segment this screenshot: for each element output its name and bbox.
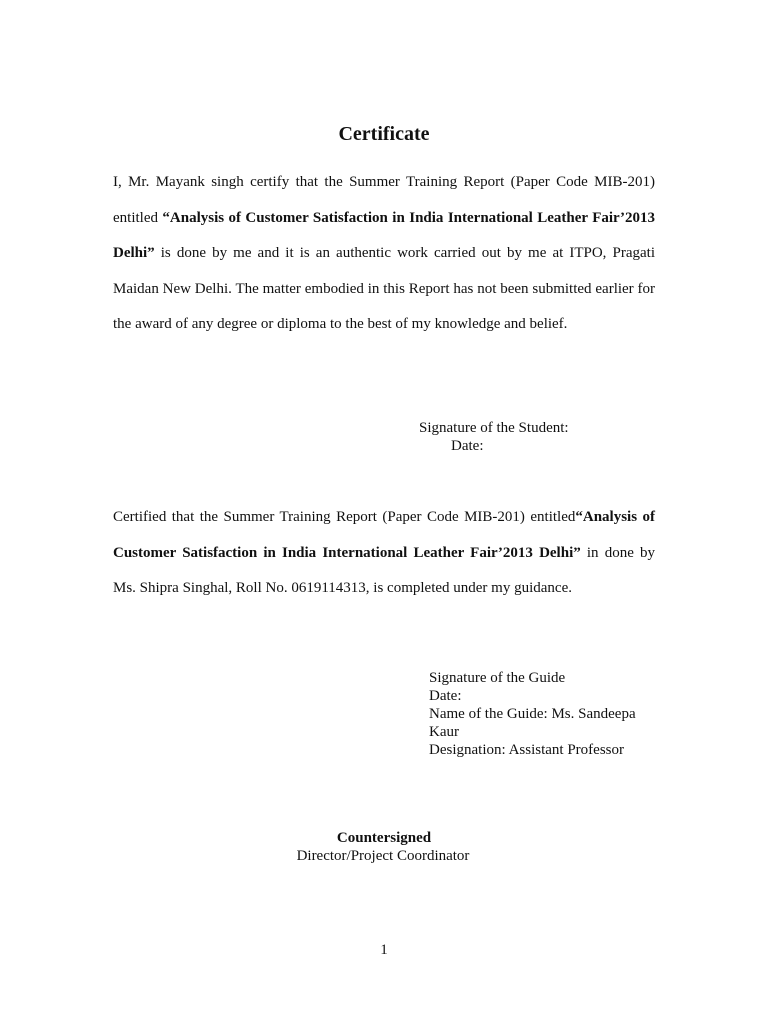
guide-signature-block xyxy=(429,669,669,759)
countersigned-block xyxy=(0,829,768,865)
certification-text: Certified that the Summer Training Report (Paper Code MIB-201) entitled xyxy=(113,509,576,525)
declaration-text: I, Mr. Mayank singh certify that the Summer Training Report (Paper Code MIB-201) entitled xyxy=(113,174,655,226)
declaration-text-continued: is done by me and it is an authentic work carried out by me at ITPO, Pragati Maidan New Delhi. The matter embodied in this Report has not been submitted earlier for the award of any degree or diploma to the best of my knowledge and belief. xyxy=(113,245,655,332)
student-signature-label: Signature of the Student: xyxy=(419,420,569,436)
report-title: “Analysis of Customer Satisfaction in India International Leather Fair’2013 Delhi” xyxy=(113,209,655,261)
guide-name: Name of the Guide: Ms. Sandeepa Kaur xyxy=(429,706,636,740)
guide-designation: Designation: Assistant Professor xyxy=(429,742,624,758)
page-title: Certificate xyxy=(338,123,430,145)
guide-signature-label: Signature of the Guide xyxy=(429,670,566,686)
student-signature-block xyxy=(419,419,569,455)
guide-certification-paragraph xyxy=(113,500,655,607)
guide-date-label: Date: xyxy=(429,688,462,704)
student-date-label: Date: xyxy=(451,438,484,454)
report-title: “Analysis of Customer Satisfaction in India International Leather Fair’2013 Delhi” xyxy=(113,509,655,561)
page-number: 1 xyxy=(380,942,388,958)
student-declaration-paragraph xyxy=(113,165,655,343)
countersigned-role: Director/Project Coordinator xyxy=(296,848,470,864)
countersigned-heading: Countersigned xyxy=(336,830,432,846)
certification-text-continued: in done by Ms. Shipra Singhal, Roll No. 0619114313, is completed under my guidance. xyxy=(113,544,655,596)
